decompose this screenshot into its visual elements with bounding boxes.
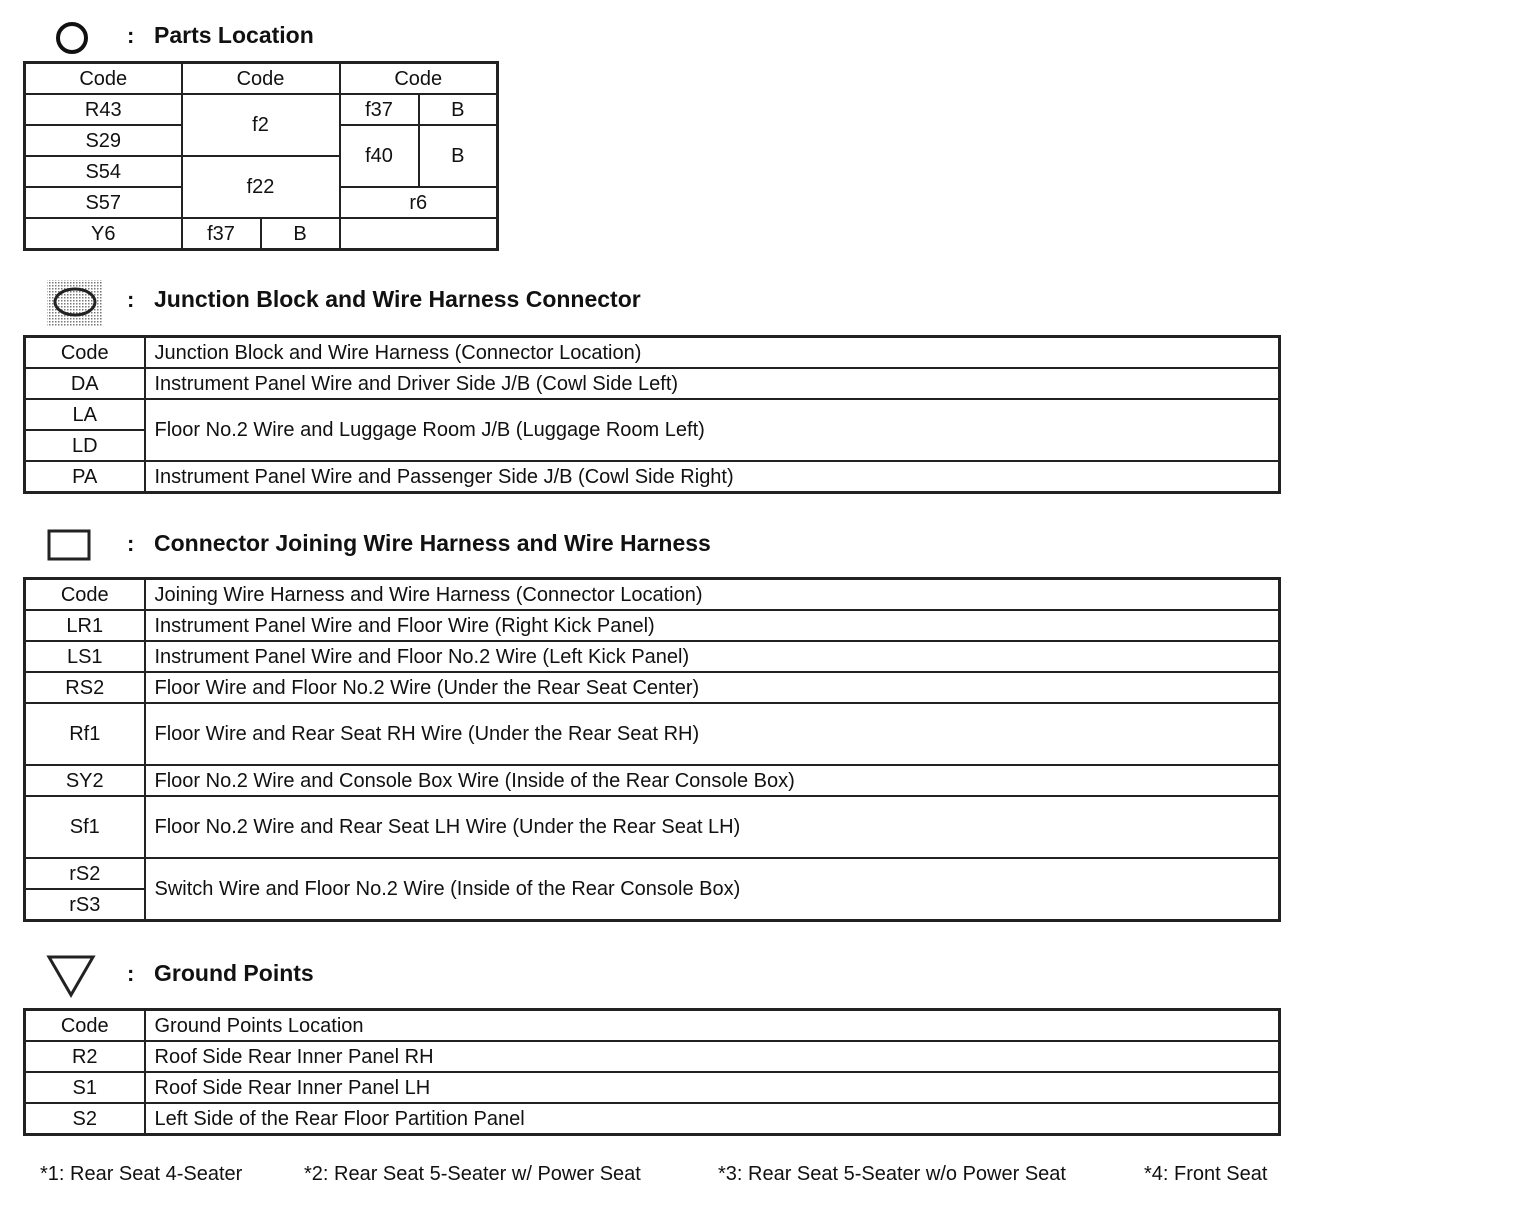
rectangle-icon	[46, 528, 92, 562]
description-cell: Floor No.2 Wire and Console Box Wire (Inside of the Rear Console Box)	[145, 765, 1280, 796]
header-description: Junction Block and Wire Harness (Connector Location)	[145, 337, 1280, 369]
code-cell: Y6	[25, 218, 182, 250]
table-row	[25, 337, 1280, 369]
header-code: Code	[340, 63, 498, 95]
code-cell: rS2	[25, 858, 145, 889]
description-cell: Roof Side Rear Inner Panel RH	[145, 1041, 1280, 1072]
table-row	[25, 1010, 1280, 1042]
description-cell: Instrument Panel Wire and Floor No.2 Wire (Left Kick Panel)	[145, 641, 1280, 672]
code-cell: S57	[25, 187, 182, 218]
section-title: Connector Joining Wire Harness and Wire Harness	[154, 530, 711, 556]
header-description: Ground Points Location	[145, 1010, 1280, 1042]
colon: :	[127, 287, 135, 312]
empty-cell	[340, 218, 498, 250]
description-cell: Floor No.2 Wire and Luggage Room J/B (Luggage Room Left)	[145, 399, 1280, 461]
code-cell: LS1	[25, 641, 145, 672]
code-cell: r6	[340, 187, 498, 218]
description-cell: Floor Wire and Floor No.2 Wire (Under the Rear Seat Center)	[145, 672, 1280, 703]
table-row	[25, 765, 1280, 796]
ground-points-table	[23, 1008, 1281, 1136]
circle-icon	[54, 20, 90, 56]
section-title: Ground Points	[154, 960, 314, 986]
junction-block-heading	[0, 282, 800, 322]
description-cell: Instrument Panel Wire and Driver Side J/B (Cowl Side Left)	[145, 368, 1280, 399]
table-row	[25, 218, 498, 250]
description-cell: Instrument Panel Wire and Passenger Side J/B (Cowl Side Right)	[145, 461, 1280, 493]
section-title: Parts Location	[154, 22, 314, 48]
code-cell: Rf1	[25, 703, 145, 765]
header-code: Code	[25, 63, 182, 95]
table-row	[25, 703, 1280, 765]
footnote: *1: Rear Seat 4-Seater	[40, 1163, 243, 1185]
table-row	[25, 796, 1280, 858]
junction-block-table	[23, 335, 1281, 494]
code-cell: S29	[25, 125, 182, 156]
table-row	[25, 858, 1280, 889]
code-cell: rS3	[25, 889, 145, 921]
footnote: *2: Rear Seat 5-Seater w/ Power Seat	[304, 1163, 641, 1185]
location-cell: B	[419, 94, 498, 125]
header-description: Joining Wire Harness and Wire Harness (Connector Location)	[145, 579, 1280, 611]
code-cell: S54	[25, 156, 182, 187]
section-title: Junction Block and Wire Harness Connector	[154, 286, 641, 312]
code-cell: S1	[25, 1072, 145, 1103]
code-cell: DA	[25, 368, 145, 399]
footnote: *4: Front Seat	[1144, 1163, 1268, 1185]
oval-hatched-icon	[46, 279, 104, 327]
footnote: *3: Rear Seat 5-Seater w/o Power Seat	[718, 1163, 1066, 1185]
description-cell: Switch Wire and Floor No.2 Wire (Inside of the Rear Console Box)	[145, 858, 1280, 921]
colon: :	[127, 23, 135, 48]
code-cell: f37	[182, 218, 261, 250]
description-cell: Roof Side Rear Inner Panel LH	[145, 1072, 1280, 1103]
code-cell: f22	[182, 156, 340, 218]
triangle-down-icon	[46, 954, 96, 998]
description-cell: Floor No.2 Wire and Rear Seat LH Wire (Under the Rear Seat LH)	[145, 796, 1280, 858]
code-cell: S2	[25, 1103, 145, 1135]
code-cell: RS2	[25, 672, 145, 703]
table-row	[25, 1103, 1280, 1135]
connector-joining-table	[23, 577, 1281, 922]
code-cell: Sf1	[25, 796, 145, 858]
table-row	[25, 641, 1280, 672]
table-row	[25, 399, 1280, 430]
ground-points-heading	[0, 956, 600, 996]
description-cell: Instrument Panel Wire and Floor Wire (Right Kick Panel)	[145, 610, 1280, 641]
location-cell: B	[261, 218, 340, 250]
code-cell: f37	[340, 94, 419, 125]
parts-location-table	[23, 61, 499, 251]
code-cell: f2	[182, 94, 340, 156]
code-cell: SY2	[25, 765, 145, 796]
table-row	[25, 94, 498, 125]
code-cell: LR1	[25, 610, 145, 641]
table-row	[25, 1072, 1280, 1103]
location-cell: B	[419, 125, 498, 187]
code-cell: PA	[25, 461, 145, 493]
header-code: Code	[25, 337, 145, 369]
connector-joining-heading	[0, 526, 900, 566]
code-cell: R2	[25, 1041, 145, 1072]
header-code: Code	[182, 63, 340, 95]
table-row	[25, 461, 1280, 493]
table-row	[25, 672, 1280, 703]
code-cell: R43	[25, 94, 182, 125]
code-cell: LA	[25, 399, 145, 430]
colon: :	[127, 531, 135, 556]
header-code: Code	[25, 1010, 145, 1042]
code-cell: f40	[340, 125, 419, 187]
table-row	[25, 63, 498, 95]
colon: :	[127, 961, 135, 986]
table-row	[25, 579, 1280, 611]
description-cell: Floor Wire and Rear Seat RH Wire (Under the Rear Seat RH)	[145, 703, 1280, 765]
table-row	[25, 368, 1280, 399]
parts-location-heading	[0, 18, 600, 58]
table-row	[25, 1041, 1280, 1072]
table-row	[25, 610, 1280, 641]
description-cell: Left Side of the Rear Floor Partition Panel	[145, 1103, 1280, 1135]
code-cell: LD	[25, 430, 145, 461]
header-code: Code	[25, 579, 145, 611]
